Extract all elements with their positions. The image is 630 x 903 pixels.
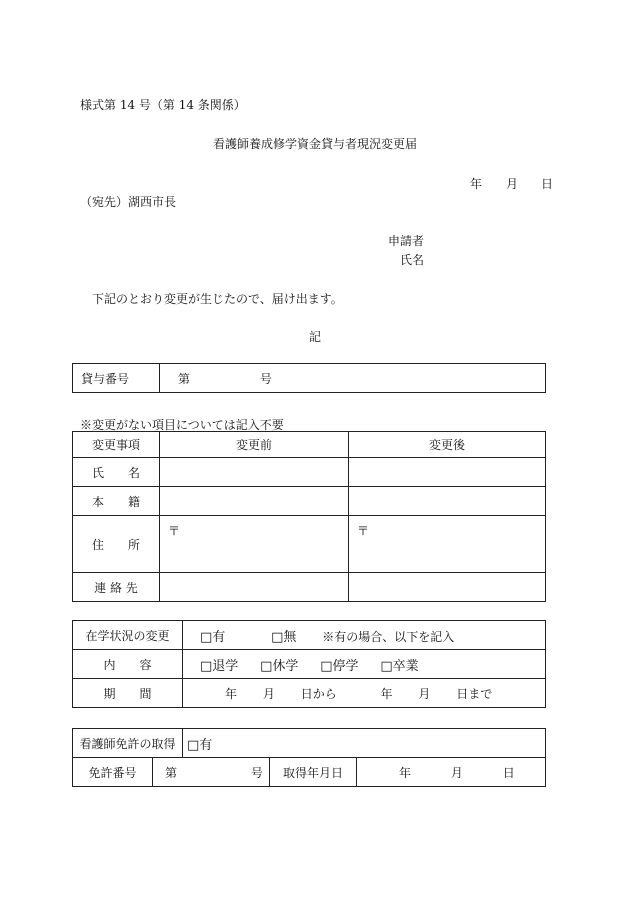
period-from: 日から bbox=[300, 686, 337, 701]
period-year-until: 年 bbox=[380, 686, 393, 701]
row-address-label: 住 所 bbox=[73, 516, 160, 573]
enrollment-no-checkbox[interactable]: □無 bbox=[271, 629, 297, 645]
license-date-year: 年 bbox=[399, 765, 412, 780]
row-name-label: 氏 名 bbox=[73, 458, 160, 487]
statement: 下記のとおり変更が生じたので、届け出ます。 bbox=[92, 292, 343, 306]
period-month-from: 月 bbox=[262, 686, 275, 701]
license-number-field[interactable] bbox=[153, 758, 270, 787]
content-label: 内 容 bbox=[73, 650, 183, 679]
license-label: 看護師免許の取得 bbox=[73, 729, 183, 758]
period-label: 期 間 bbox=[73, 679, 183, 708]
period-until: 日まで bbox=[456, 686, 493, 701]
address-before-field[interactable] bbox=[160, 516, 349, 573]
license-yes-checkbox[interactable]: □有 bbox=[187, 737, 213, 753]
header-after: 変更後 bbox=[349, 432, 546, 458]
ki-label: 記 bbox=[308, 330, 321, 344]
license-date-month: 月 bbox=[450, 765, 463, 780]
option-leave-checkbox[interactable]: □休学 bbox=[260, 658, 299, 674]
form-number: 様式第 14 号（第 14 条関係） bbox=[80, 98, 246, 112]
license-yes-cell bbox=[183, 729, 546, 758]
option-graduate-checkbox[interactable]: □卒業 bbox=[380, 658, 419, 674]
name-after-field[interactable] bbox=[349, 458, 546, 487]
date-year: 年 bbox=[470, 177, 483, 191]
loan-number-table bbox=[72, 363, 546, 393]
license-table bbox=[72, 728, 546, 787]
enrollment-label: 在学状況の変更 bbox=[73, 621, 183, 650]
page-title: 看護師養成修学資金貸与者現況変更届 bbox=[212, 137, 417, 151]
changes-table bbox=[72, 431, 546, 602]
date-month: 月 bbox=[506, 177, 519, 191]
enrollment-note: ※有の場合、以下を記入 bbox=[322, 629, 455, 644]
enrollment-yes-checkbox[interactable]: □有 bbox=[200, 629, 226, 645]
loan-dai: 第 bbox=[178, 371, 191, 386]
license-date-label: 取得年月日 bbox=[270, 758, 357, 787]
option-withdraw-checkbox[interactable]: □退学 bbox=[200, 658, 239, 674]
loan-number-field[interactable] bbox=[160, 364, 546, 393]
loan-go: 号 bbox=[259, 371, 272, 386]
applicant-label: 申請者 bbox=[388, 234, 425, 248]
license-date-field[interactable] bbox=[357, 758, 546, 787]
loan-number-label: 貸与番号 bbox=[73, 364, 160, 393]
license-dai: 第 bbox=[165, 765, 178, 780]
header-item: 変更事項 bbox=[73, 432, 160, 458]
enrollment-table bbox=[72, 620, 546, 708]
content-options-cell bbox=[183, 650, 546, 679]
name-before-field[interactable] bbox=[160, 458, 349, 487]
addressee: （宛先）湖西市長 bbox=[80, 195, 177, 209]
header-before: 変更前 bbox=[160, 432, 349, 458]
postal-mark-after: 〒 bbox=[357, 524, 370, 538]
row-domicile-label: 本 籍 bbox=[73, 487, 160, 516]
enrollment-status-cell bbox=[183, 621, 546, 650]
contact-before-field[interactable] bbox=[160, 573, 349, 602]
note-no-change: ※変更がない項目については記入不要 bbox=[80, 418, 284, 432]
date-day: 日 bbox=[541, 177, 554, 191]
period-field[interactable] bbox=[183, 679, 546, 708]
license-date-day: 日 bbox=[502, 765, 515, 780]
row-contact-label: 連 絡 先 bbox=[73, 573, 160, 602]
period-year-from: 年 bbox=[225, 686, 238, 701]
address-after-field[interactable] bbox=[349, 516, 546, 573]
contact-after-field[interactable] bbox=[349, 573, 546, 602]
domicile-after-field[interactable] bbox=[349, 487, 546, 516]
domicile-before-field[interactable] bbox=[160, 487, 349, 516]
option-suspend-checkbox[interactable]: □停学 bbox=[320, 658, 359, 674]
period-month-until: 月 bbox=[418, 686, 431, 701]
license-number-label: 免許番号 bbox=[73, 758, 153, 787]
applicant-name-label: 氏名 bbox=[400, 253, 425, 267]
postal-mark-before: 〒 bbox=[168, 524, 181, 538]
license-go: 号 bbox=[250, 765, 263, 780]
